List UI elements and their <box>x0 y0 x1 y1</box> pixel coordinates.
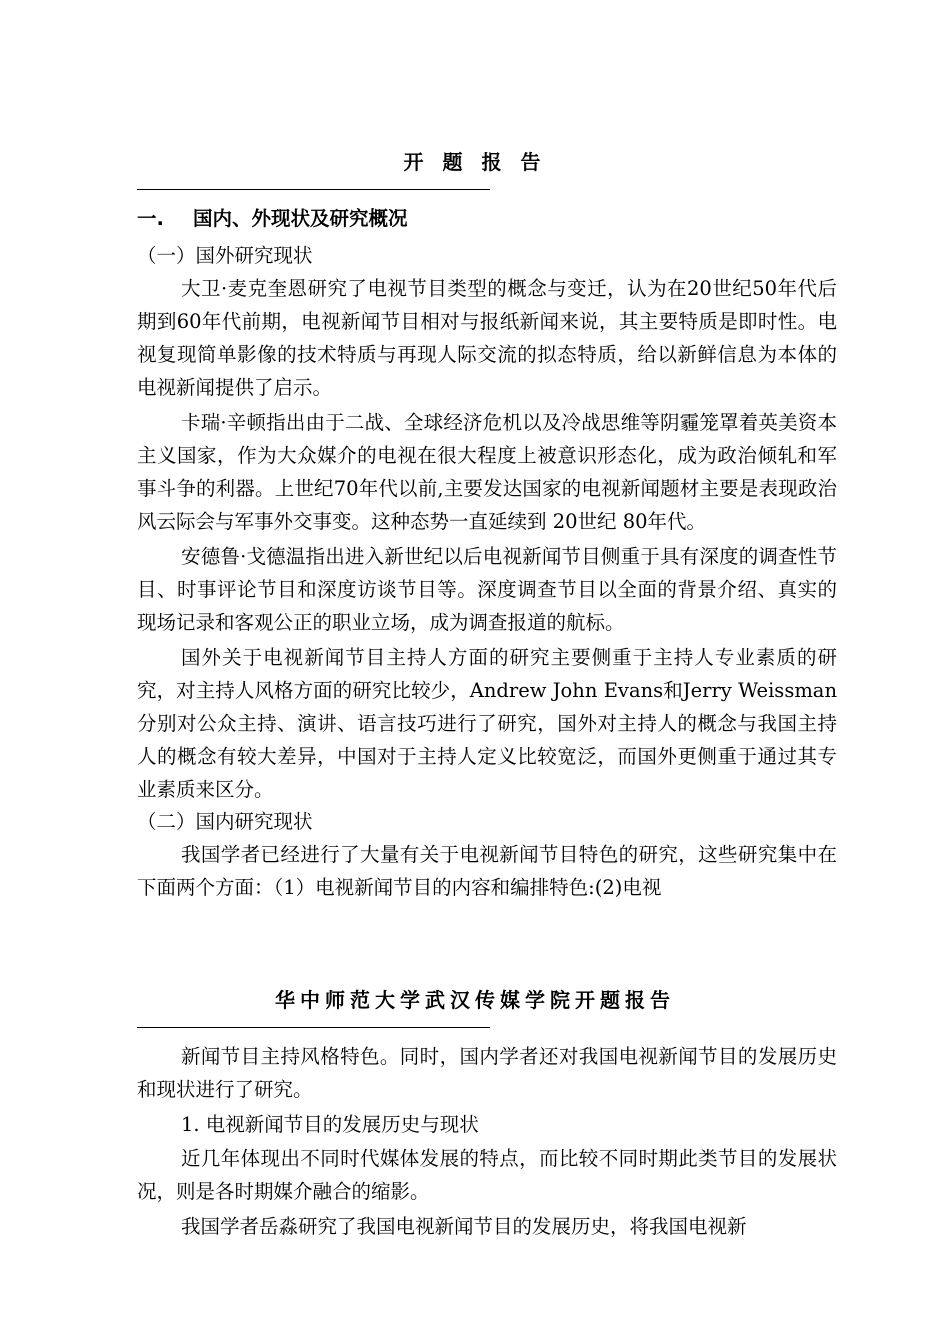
page-2-header: 华中师范大学武汉传媒学院开题报告 <box>275 988 675 1012</box>
section-1-heading <box>137 200 837 238</box>
section-1-number: 一. <box>137 207 164 230</box>
domestic-paragraph-1: 我国学者已经进行了大量有关于电视新闻节目特色的研究，这些研究集中在下面两个方面：（1）电视新闻节目的内容和编排特色:(2)电视 <box>137 843 837 899</box>
section-1-heading-text: 国内、外现状及研究概况 <box>193 207 408 230</box>
domestic-paragraph-continuation: 新闻节目主持风格特色。同时，国内学者还对我国电视新闻节目的发展历史和现状进行了研究。 <box>137 1045 837 1101</box>
item-1-paragraph-1: 近几年体现出不同时代媒体发展的特点，而比较不同时期此类节目的发展状况，则是各时期媒介融合的缩影。 <box>137 1147 837 1203</box>
foreign-research-heading: （一）国外研究现状 <box>137 244 313 267</box>
foreign-paragraph-4: 国外关于电视新闻节目主持人方面的研究主要侧重于主持人专业素质的研究，对主持人风格方面的研究比较少，Andrew John Evans和Jerry Weissman分别对公众主持、演讲、语言技巧进行了研究，国外对主持人的概念与我国主持人的概念有较大差异，中国对于主持人定义比较宽泛，而国外更侧重于通过其专业素质来区分。 <box>137 646 837 801</box>
page-2-body <box>137 1040 837 1243</box>
section-1-body <box>137 200 837 904</box>
item-1-heading: 1. 电视新闻节目的发展历史与现状 <box>181 1113 479 1136</box>
page-title: 开 题 报 告 <box>403 150 547 174</box>
foreign-paragraph-1: 大卫·麦克奎恩研究了电视节目类型的概念与变迁，认为在20世纪50年代后期到60年代前期，电视新闻节目相对与报纸新闻来说，其主要特质是即时性。电视复现简单影像的技术特质与再现人际交流的拟态特质，给以新鲜信息为本体的电视新闻提供了启示。 <box>137 277 837 399</box>
title-underline <box>137 189 490 190</box>
foreign-paragraph-3: 安德鲁·戈德温指出进入新世纪以后电视新闻节目侧重于具有深度的调查性节目、时事评论节目和深度访谈节目等。深度调查节目以全面的背景介绍、真实的现场记录和客观公正的职业立场，成为调查报道的航标。 <box>137 545 837 634</box>
domestic-research-heading: （二）国内研究现状 <box>137 810 313 833</box>
page-2-header-underline <box>137 1027 490 1028</box>
foreign-paragraph-2: 卡瑞·辛顿指出由于二战、全球经济危机以及冷战思维等阴霾笼罩着英美资本主义国家，作为大众媒介的电视在很大程度上被意识形态化，成为政治倾轧和军事斗争的利器。上世纪70年代以前,主要发达国家的电视新闻题材主要是表现政治风云际会与军事外交事变。这种态势一直延续到 20世纪 80年代。 <box>137 411 837 533</box>
item-1-paragraph-2: 我国学者岳淼研究了我国电视新闻节目的发展历史，将我国电视新 <box>181 1215 747 1238</box>
